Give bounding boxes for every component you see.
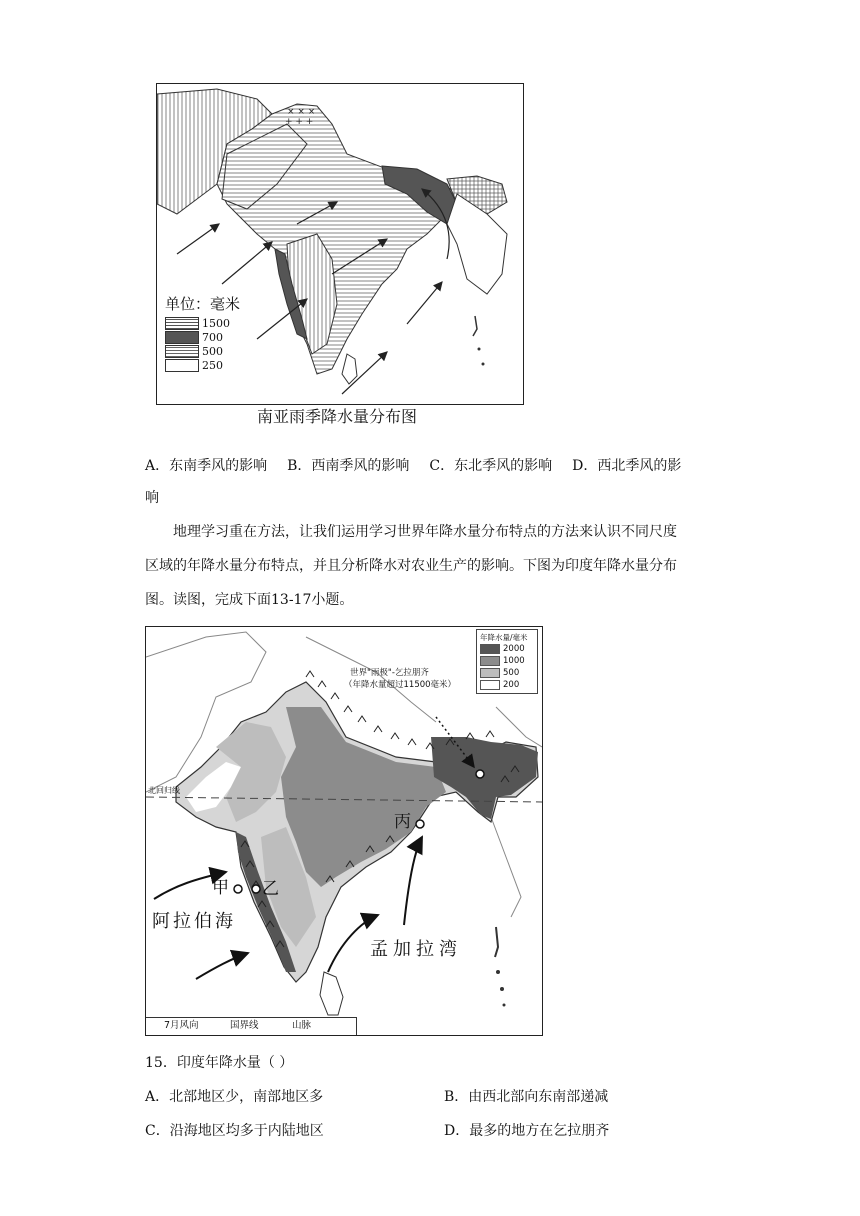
- rain-pole-callout: [344, 667, 456, 691]
- option-letter: A．: [145, 458, 170, 474]
- label-jia: 甲: [212, 878, 229, 898]
- map1-legend-label: 700: [202, 330, 223, 344]
- option-text: 西北季风的影: [597, 458, 682, 474]
- map1-legend-swatch: [165, 359, 199, 372]
- map1-legend-label: 500: [202, 344, 223, 358]
- option-letter: C．: [145, 1123, 170, 1139]
- label-arabian-sea: 阿拉伯海: [152, 911, 236, 932]
- map1-legend-row: [165, 316, 265, 330]
- map2-legend-row: [480, 679, 534, 691]
- rain-pole-callout-line1: 世界"雨极"-乞拉朋齐: [350, 668, 429, 678]
- q14-options: [145, 456, 745, 476]
- map1-legend-swatch: [165, 317, 199, 330]
- map2-legend-label: 500: [503, 668, 520, 678]
- option-text: 东南季风的影响: [169, 458, 268, 474]
- map2-legend-row: [480, 643, 534, 655]
- label-bing: 丙: [394, 812, 411, 832]
- south-asia-rainfall-map: [156, 83, 524, 405]
- tropic-label: 北回归线: [148, 786, 180, 795]
- map1-legend: [165, 294, 265, 372]
- svg-text:× × ×: × × ×: [287, 107, 316, 117]
- option-text: 由西北部向东南部递减: [468, 1089, 609, 1105]
- map1-legend-rows: [165, 316, 265, 372]
- map1-legend-swatch: [165, 345, 199, 358]
- map2-legend-label: 200: [503, 680, 520, 690]
- q14-option-a[interactable]: [145, 458, 267, 474]
- q14-option-b[interactable]: [287, 458, 409, 474]
- map2-legend-label: 1000: [503, 656, 525, 666]
- q14-option-d[interactable]: [572, 458, 681, 474]
- map2-legend-swatch: [480, 668, 500, 678]
- svg-text:+ + +: + + +: [285, 117, 314, 127]
- map2-legend-title: 年降水量/毫米: [480, 633, 528, 642]
- map1-legend-label: 1500: [202, 316, 230, 330]
- label-bay-of-bengal: 孟加拉湾: [370, 939, 462, 960]
- option-text: 北部地区少，南部地区多: [169, 1089, 324, 1105]
- option-letter: B．: [287, 458, 312, 474]
- q15-stem: 15．印度年降水量（ ）: [145, 1055, 294, 1071]
- map2-bottom-legend: [146, 1017, 357, 1036]
- option-letter: C．: [429, 458, 455, 474]
- legend-wind-label: 7月风向: [164, 1020, 199, 1031]
- intro-line-2: 区域的年降水量分布特点，并且分析降水对农业生产的影响。下图为印度年降水量分布: [145, 558, 677, 574]
- option-text: 沿海地区均多于内陆地区: [169, 1123, 324, 1139]
- label-yi: 乙: [262, 879, 279, 899]
- option-text: 西南季风的影响: [311, 458, 410, 474]
- intro-line-1: 地理学习重在方法，让我们运用学习世界年降水量分布特点的方法来认识不同尺度: [173, 524, 677, 540]
- map2-legend-row: [480, 655, 534, 667]
- map2-legend-rows: [480, 643, 534, 691]
- map1-legend-unit: 单位：毫米: [165, 294, 265, 314]
- q14-option-c[interactable]: [429, 458, 552, 474]
- map2-legend: [476, 629, 538, 694]
- india-rainfall-map: [145, 626, 543, 1036]
- map1-legend-row: [165, 358, 265, 372]
- q15-option-d[interactable]: [444, 1121, 609, 1141]
- option-text: 东北季风的影响: [454, 458, 553, 474]
- option-letter: D．: [444, 1123, 470, 1139]
- map1-legend-label: 250: [202, 358, 223, 372]
- map1-legend-row: [165, 330, 265, 344]
- map1-legend-swatch: [165, 331, 199, 344]
- rain-pole-callout-line2: （年降水量超过11500毫米）: [344, 680, 457, 690]
- q15-option-b[interactable]: [444, 1087, 608, 1107]
- option-letter: A．: [145, 1089, 170, 1105]
- q15-option-a[interactable]: [145, 1087, 323, 1107]
- map2-legend-label: 2000: [503, 644, 525, 654]
- legend-border-label: 国界线: [230, 1020, 259, 1031]
- q14-option-d-wrap: 响: [145, 490, 159, 506]
- option-letter: B．: [444, 1089, 469, 1105]
- option-letter: D．: [572, 458, 598, 474]
- map2-legend-swatch: [480, 680, 500, 690]
- option-text: 最多的地方在乞拉朋齐: [469, 1123, 610, 1139]
- map1-caption: 南亚雨季降水量分布图: [257, 407, 418, 426]
- map2-legend-row: [480, 667, 534, 679]
- intro-line-3: 图。读图，完成下面13-17小题。: [145, 592, 354, 608]
- map1-legend-row: [165, 344, 265, 358]
- q15-option-c[interactable]: [145, 1121, 324, 1141]
- map2-legend-swatch: [480, 656, 500, 666]
- legend-mountain-label: 山脉: [292, 1020, 312, 1031]
- map2-legend-swatch: [480, 644, 500, 654]
